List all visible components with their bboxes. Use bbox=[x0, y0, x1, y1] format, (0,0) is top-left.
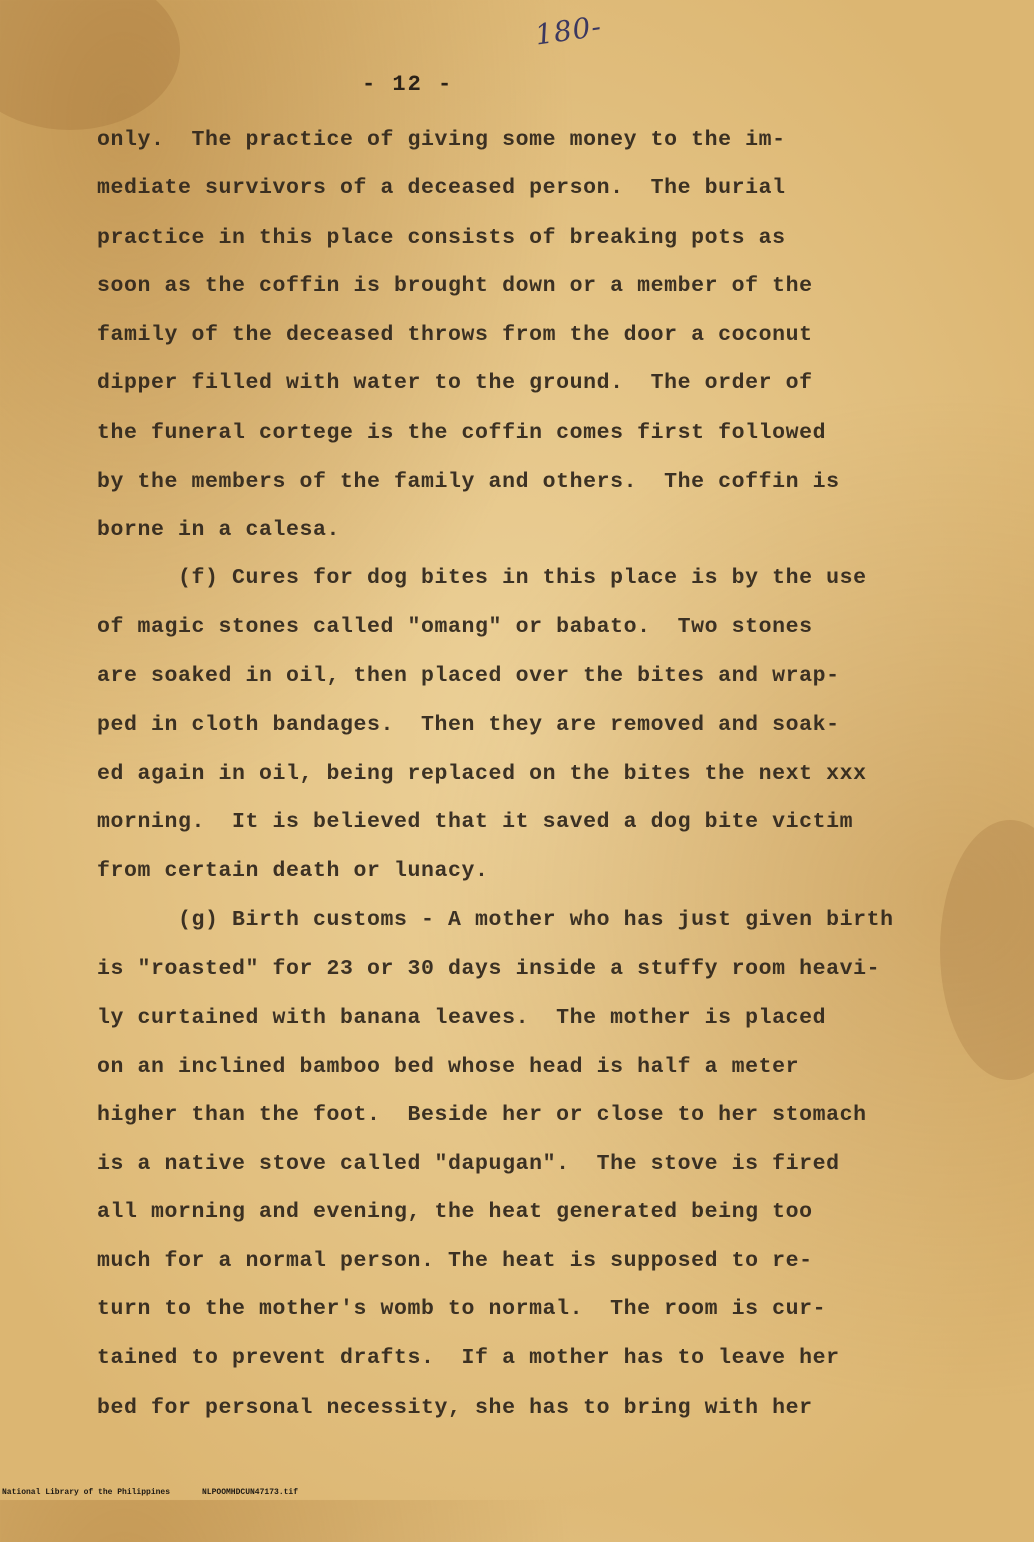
text-line: dipper filled with water to the ground. The order of bbox=[97, 371, 813, 395]
footer-library: National Library of the Philippines bbox=[2, 1488, 171, 1497]
text-line: all morning and evening, the heat generated being too bbox=[97, 1200, 813, 1224]
text-line: is a native stove called "dapugan". The stove is fired bbox=[97, 1152, 840, 1176]
text-line: higher than the foot. Beside her or close to her stomach bbox=[97, 1103, 867, 1127]
scan-footer bbox=[0, 1486, 1034, 1500]
text-line: on an inclined bamboo bed whose head is half a meter bbox=[97, 1055, 800, 1079]
text-line: ped in cloth bandages. Then they are removed and soak- bbox=[97, 713, 840, 737]
text-line: tained to prevent drafts. If a mother has to leave her bbox=[97, 1346, 840, 1370]
page-number: - 12 - bbox=[362, 72, 454, 97]
paper-stain bbox=[0, 0, 180, 130]
text-line: ly curtained with banana leaves. The mother is placed bbox=[97, 1006, 827, 1030]
footer-file: NLPOOMHDCUN47173.tif bbox=[202, 1488, 299, 1497]
text-line: the funeral cortege is the coffin comes first followed bbox=[97, 421, 827, 445]
text-line: (g) Birth customs - A mother who has just given birth bbox=[97, 908, 894, 932]
handwritten-page-number: 180- bbox=[533, 9, 604, 52]
text-line: mediate survivors of a deceased person. The burial bbox=[97, 176, 786, 200]
text-line: of magic stones called "omang" or babato. Two stones bbox=[97, 615, 813, 639]
text-line: soon as the coffin is brought down or a member of the bbox=[97, 274, 813, 298]
text-line: are soaked in oil, then placed over the bites and wrap- bbox=[97, 664, 840, 688]
text-line: from certain death or lunacy. bbox=[97, 859, 489, 883]
text-line: ed again in oil, being replaced on the bites the next xxx bbox=[97, 762, 867, 786]
text-line: borne in a calesa. bbox=[97, 518, 341, 542]
text-line: practice in this place consists of breaking pots as bbox=[97, 226, 786, 250]
text-line: is "roasted" for 23 or 30 days inside a stuffy room heavi- bbox=[97, 957, 881, 981]
text-line: family of the deceased throws from the door a coconut bbox=[97, 323, 813, 347]
text-line: (f) Cures for dog bites in this place is by the use bbox=[97, 566, 867, 590]
text-line: morning. It is believed that it saved a dog bite victim bbox=[97, 810, 854, 834]
text-line: only. The practice of giving some money to the im- bbox=[97, 128, 786, 152]
paper-stain bbox=[940, 820, 1034, 1080]
text-line: turn to the mother's womb to normal. The room is cur- bbox=[97, 1297, 827, 1321]
text-line: much for a normal person. The heat is supposed to re- bbox=[97, 1249, 813, 1273]
text-line: bed for personal necessity, she has to bring with her bbox=[97, 1396, 813, 1420]
text-line: by the members of the family and others. The coffin is bbox=[97, 470, 840, 494]
